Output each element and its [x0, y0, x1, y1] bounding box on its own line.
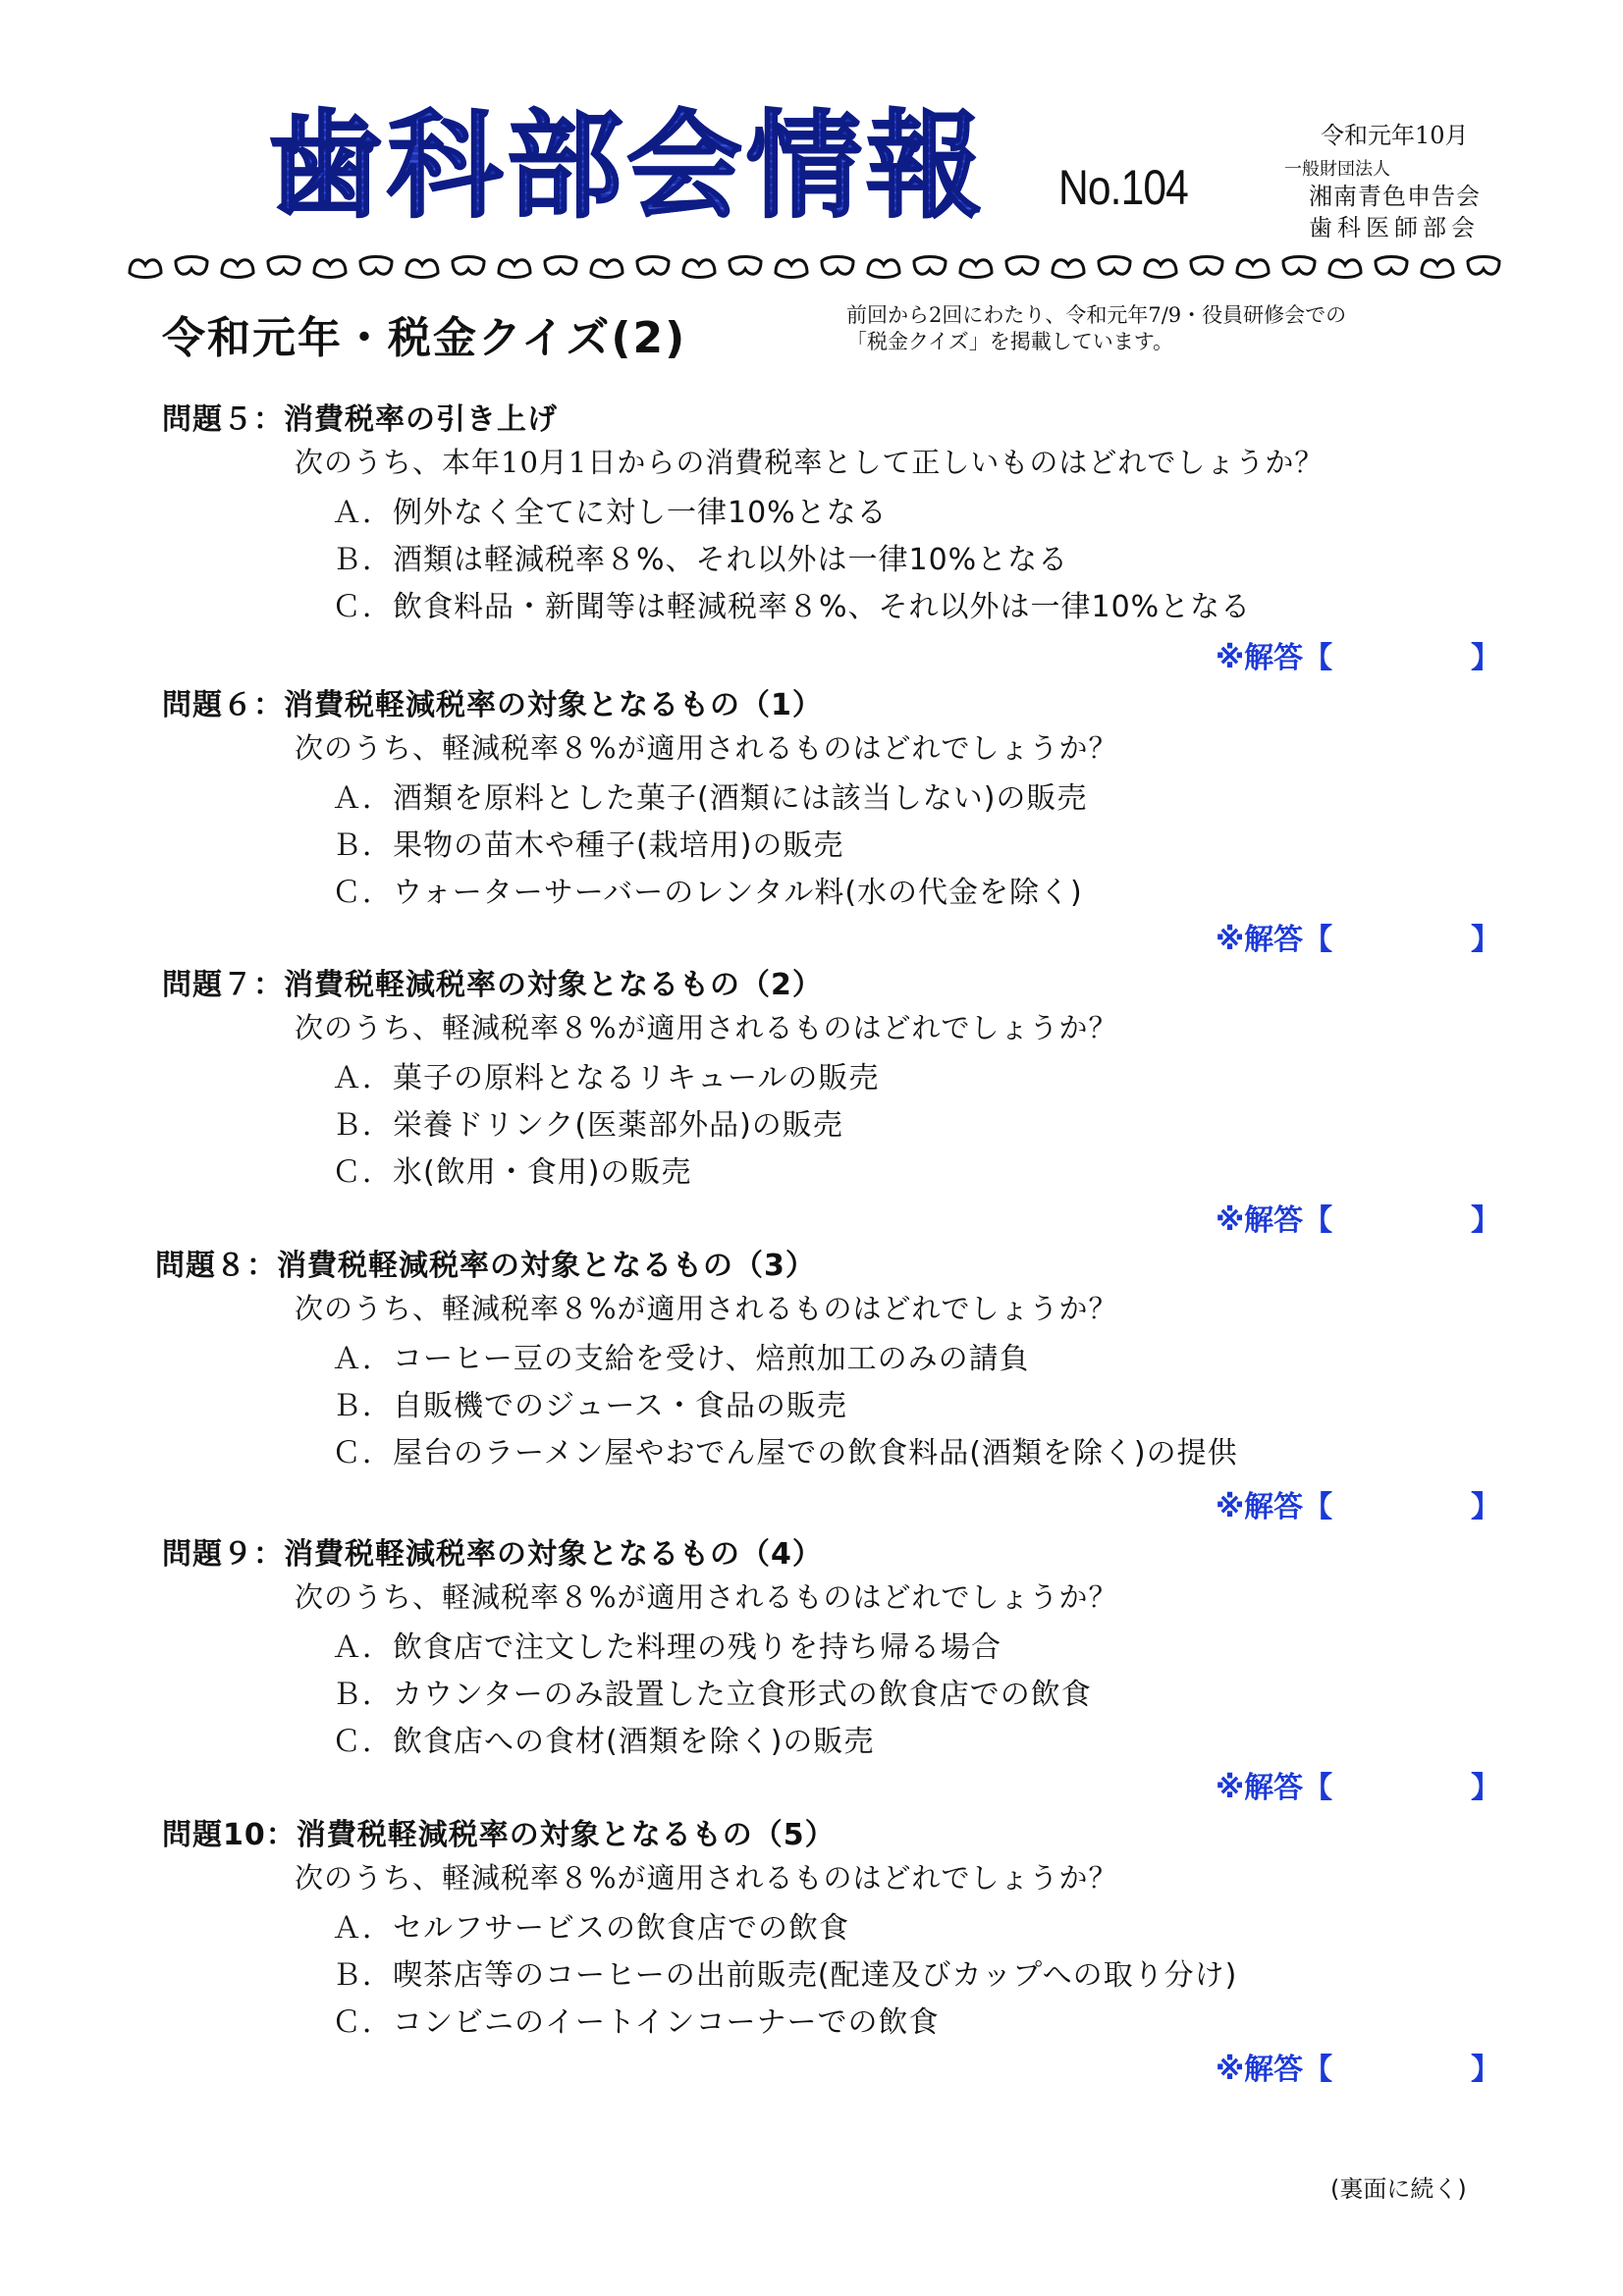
ornament-motif [914, 257, 946, 275]
ornament-motif [314, 260, 346, 278]
answer-label: ※解答【 [1216, 2053, 1333, 2087]
answer-close-bracket: 】 [1471, 1490, 1500, 1524]
answer-label: ※解答【 [1216, 1490, 1333, 1524]
ornament-motif [1053, 260, 1084, 278]
question-9-option-c: Ｃ．飲食店への食材(酒類を除く)の販売 [332, 1725, 875, 1759]
ornament-motif [1468, 257, 1499, 275]
answer-close-bracket: 】 [1471, 641, 1500, 675]
ornament-motif [1283, 257, 1315, 275]
answer-close-bracket: 】 [1471, 1771, 1500, 1805]
ornament-border [128, 251, 1512, 283]
question-8-text: 次のうち、軽減税率８%が適用されるものはどれでしょうか？ [295, 1292, 1118, 1325]
answer-label: ※解答【 [1216, 1771, 1333, 1805]
answer-label: ※解答【 [1216, 923, 1333, 957]
ornament-motif [1006, 257, 1038, 275]
question-6-answer-blank [1216, 915, 1500, 957]
question-5-option-c: Ｃ．飲食料品・新聞等は軽減税率８%、それ以外は一律10%となる [332, 590, 1252, 624]
question-5-answer-blank [1216, 633, 1500, 675]
question-10-text: 次のうち、軽減税率８%が適用されるものはどれでしょうか？ [295, 1861, 1118, 1895]
answer-label: ※解答【 [1216, 641, 1333, 675]
ornament-motif [1237, 260, 1269, 278]
question-9-text: 次のうち、軽減税率８%が適用されるものはどれでしょうか？ [295, 1580, 1118, 1614]
section-note-line1: 前回から2回にわたり、令和元年7/9・役員研修会での [846, 303, 1347, 327]
ornament-motif [453, 257, 484, 275]
ornament-motif [591, 260, 622, 278]
answer-close-bracket: 】 [1471, 923, 1500, 957]
question-7-option-a: Ａ．菓子の原料となるリキュールの販売 [332, 1061, 880, 1095]
question-7-option-c: Ｃ．氷(飲用・食用)の販売 [332, 1155, 692, 1190]
question-7-text: 次のうち、軽減税率８%が適用されるものはどれでしょうか？ [295, 1011, 1118, 1044]
section-note [846, 302, 1346, 355]
question-10-option-a: Ａ．セルフサービスの飲食店での飲食 [332, 1911, 849, 1946]
question-7-option-b: Ｂ．栄養ドリンク(医薬部外品)の販売 [332, 1108, 843, 1143]
continued-note: (裏面に続く) [1330, 2175, 1467, 2203]
issue-date: 令和元年10月 [1321, 122, 1469, 149]
question-5-option-b: Ｂ．酒類は軽減税率８%、それ以外は一律10%となる [332, 543, 1069, 577]
question-10-option-c: Ｃ．コンビニのイートインコーナーでの飲食 [332, 2005, 940, 2040]
question-5-heading: 問題５：消費税率の引き上げ [162, 402, 558, 437]
org-type: 一般財団法人 [1284, 159, 1390, 180]
ornament-motif [776, 260, 807, 278]
question-6-heading: 問題６：消費税軽減税率の対象となるもの（1） [162, 688, 823, 722]
question-7-answer-blank [1216, 1196, 1500, 1238]
ornament-motif [730, 257, 761, 275]
question-8-option-b: Ｂ．自販機でのジュース・食品の販売 [332, 1389, 847, 1423]
section-title: 令和元年・税金クイズ(2) [162, 313, 687, 363]
ornament-motif [222, 260, 253, 278]
question-6-option-c: Ｃ．ウォーターサーバーのレンタル料(水の代金を除く) [332, 876, 1083, 910]
question-8-option-c: Ｃ．屋台のラーメン屋やおでん屋での飲食料品(酒類を除く)の提供 [332, 1436, 1238, 1470]
section-note-line2: 「税金クイズ」を掲載しています。 [846, 330, 1174, 353]
ornament-motif [545, 257, 576, 275]
question-10-option-b: Ｂ．喫茶店等のコーヒーの出前販売(配達及びカップへの取り分け) [332, 1958, 1238, 1993]
ornament-motif [1329, 260, 1361, 278]
answer-close-bracket: 】 [1471, 1203, 1500, 1238]
ornament-motif [1191, 257, 1222, 275]
ornament-motif [1099, 257, 1130, 275]
ornament-motif [1422, 260, 1453, 278]
ornament-motif [868, 260, 899, 278]
ornament-motif [637, 257, 669, 275]
question-10-heading: 問題10：消費税軽減税率の対象となるもの（5） [162, 1818, 836, 1852]
question-9-option-a: Ａ．飲食店で注文した料理の残りを持ち帰る場合 [332, 1630, 1001, 1665]
question-6-text: 次のうち、軽減税率８%が適用されるものはどれでしょうか？ [295, 731, 1118, 765]
ornament-motif [176, 257, 207, 275]
ornament-motif [683, 260, 715, 278]
question-8-option-a: Ａ．コーヒー豆の支給を受け、焙煎加工のみの請負 [332, 1342, 1030, 1376]
ornament-motif [130, 260, 161, 278]
ornament-motif [406, 260, 438, 278]
question-9-answer-blank [1216, 1763, 1500, 1805]
question-9-option-b: Ｂ．カウンターのみ設置した立食形式の飲食店での飲食 [332, 1678, 1092, 1712]
ornament-motif [960, 260, 992, 278]
masthead-title: 歯科部会情報 [267, 98, 987, 234]
question-9-heading: 問題９：消費税軽減税率の対象となるもの（4） [162, 1537, 823, 1572]
question-6-option-a: Ａ．酒類を原料とした菓子(酒類には該当しない)の販売 [332, 781, 1088, 816]
ornament-motif [360, 257, 392, 275]
question-5-option-a: Ａ．例外なく全てに対し一律10%となる [332, 496, 888, 530]
question-10-answer-blank [1216, 2045, 1500, 2087]
answer-label: ※解答【 [1216, 1203, 1333, 1238]
question-8-heading: 問題８：消費税軽減税率の対象となるもの（3） [155, 1249, 816, 1283]
question-5-text: 次のうち、本年10月1日からの消費税率として正しいものはどれでしょうか？ [295, 446, 1325, 479]
answer-close-bracket: 】 [1471, 2053, 1500, 2087]
question-7-heading: 問題７：消費税軽減税率の対象となるもの（2） [162, 968, 823, 1002]
org-dept: 歯科医師部会 [1309, 214, 1480, 241]
issue-number: No.104 [1058, 160, 1188, 215]
question-6-option-b: Ｂ．果物の苗木や種子(栽培用)の販売 [332, 828, 844, 863]
ornament-motif [822, 257, 853, 275]
ornament-motif [1145, 260, 1176, 278]
org-name: 湘南青色申告会 [1309, 183, 1481, 210]
question-8-answer-blank [1216, 1482, 1500, 1522]
ornament-motif [499, 260, 530, 278]
ornament-motif [1376, 257, 1407, 275]
ornament-motif [268, 257, 299, 275]
